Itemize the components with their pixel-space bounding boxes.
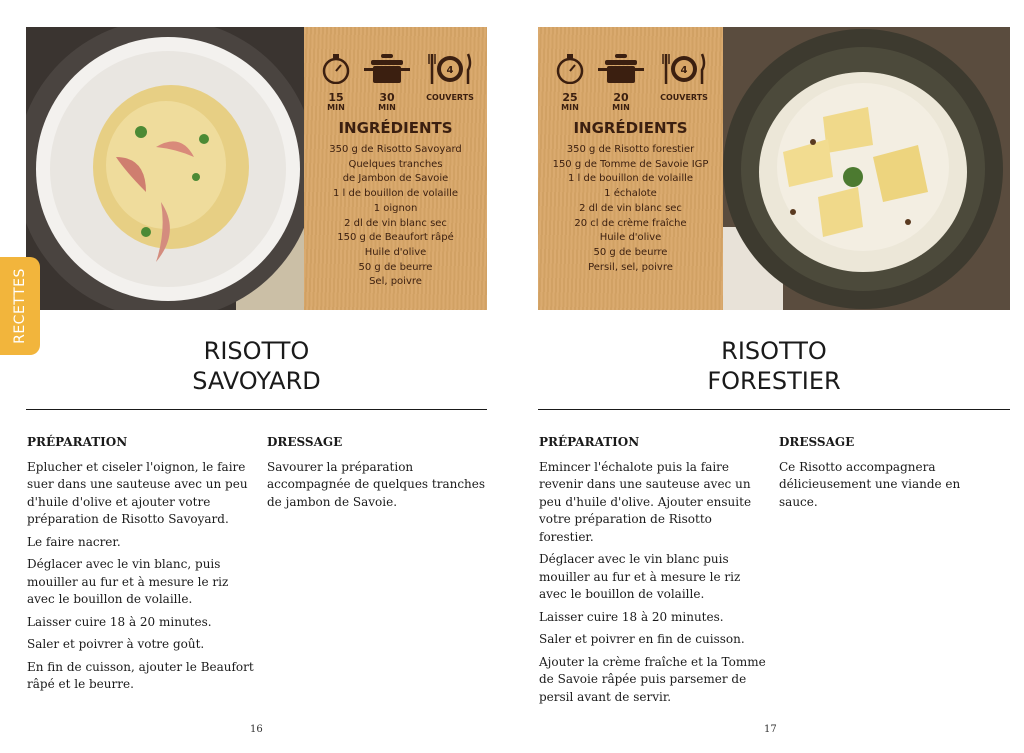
page-number: 16 xyxy=(250,724,263,735)
page-number: 17 xyxy=(764,724,777,735)
recipe-info-panel xyxy=(538,27,723,310)
ingredients-title: INGRÉDIENTS xyxy=(573,119,688,137)
dressage-heading: DRESSAGE xyxy=(267,435,343,449)
ingredient-item: 150 g de Beaufort râpé xyxy=(337,232,454,244)
prep-time-unit: MIN xyxy=(561,103,579,112)
recipe-title xyxy=(26,336,487,396)
cook-time xyxy=(362,47,412,112)
recipe-banner xyxy=(538,27,1010,310)
plate-icon xyxy=(652,47,716,91)
prep-time-value: 25 xyxy=(562,91,578,104)
clock-icon xyxy=(550,47,590,91)
dressage-heading: DRESSAGE xyxy=(779,435,855,449)
preparation-step: Emincer l'échalote puis la faire revenir dans une sauteuse avec un peu d'huile d'olive. Ajouter ensuite votre préparation de Risotto forestier. xyxy=(539,459,752,544)
ingredient-item: Quelques tranches xyxy=(348,158,443,170)
ingredient-item: Sel, poivre xyxy=(369,276,422,288)
preparation-step: Déglacer avec le vin blanc puis mouiller au fur et à mesure le riz avec le bouillon de volaille. xyxy=(539,552,741,601)
prep-time-value: 15 xyxy=(328,91,344,104)
title-divider xyxy=(538,409,1010,410)
recipe-title xyxy=(538,336,1010,396)
ingredient-item: 350 g de Risotto Savoyard xyxy=(329,144,462,155)
ingredient-item: Huile d'olive xyxy=(599,232,662,244)
ingredient-item: 150 g de Tomme de Savoie IGP xyxy=(552,158,709,170)
preparation-step: Laisser cuire 18 à 20 minutes. xyxy=(27,614,212,629)
pot-icon xyxy=(362,47,412,91)
preparation-step: Saler et poivrer en fin de cuisson. xyxy=(539,632,745,646)
cook-time-unit: MIN xyxy=(612,103,630,112)
servings-unit: COUVERTS xyxy=(426,93,474,102)
title-divider xyxy=(26,409,487,410)
ingredient-item: 1 oignon xyxy=(373,202,418,214)
preparation-heading: PRÉPARATION xyxy=(27,435,128,449)
cook-time-value: 30 xyxy=(379,91,395,104)
right-page xyxy=(512,0,1024,753)
recipe-title-line1: RISOTTO xyxy=(721,337,827,365)
plate-icon xyxy=(418,47,482,91)
preparation-section xyxy=(27,434,255,699)
preparation-step: En fin de cuisson, ajouter le Beaufort râpé et le beurre. xyxy=(27,659,254,691)
servings-badge: 4 xyxy=(680,65,688,76)
ingredient-item: Persil, sel, poivre xyxy=(588,261,673,273)
recipe-title-line2: SAVOYARD xyxy=(192,367,321,395)
preparation-section xyxy=(539,434,767,711)
recipe-title-line2: FORESTIER xyxy=(707,367,841,395)
ingredient-item: 50 g de beurre xyxy=(593,246,668,258)
risotto-forestier-photo xyxy=(723,27,1010,310)
ingredient-item: 1 l de bouillon de volaille xyxy=(332,188,459,200)
ingredients-list xyxy=(538,143,723,275)
servings-unit: COUVERTS xyxy=(660,93,708,102)
pot-icon xyxy=(596,47,646,91)
preparation-heading: PRÉPARATION xyxy=(539,435,640,449)
preparation-step: Eplucher et ciseler l'oignon, le faire suer dans une sauteuse avec un peu d'huile d'olive et ajouter votre préparation de Risotto Savoyard. xyxy=(27,459,248,526)
recipe-banner xyxy=(26,27,487,310)
preparation-step: Saler et poivrer à votre goût. xyxy=(27,637,205,651)
ingredients-title: INGRÉDIENTS xyxy=(338,119,453,137)
side-tab-label: RECETTES xyxy=(12,268,28,344)
ingredient-item: 50 g de beurre xyxy=(358,261,433,273)
preparation-step: Le faire nacrer. xyxy=(27,534,121,549)
dressage-text: Ce Risotto accompagnera délicieusement une viande en sauce. xyxy=(779,459,961,509)
ingredient-item: 2 dl de vin blanc sec xyxy=(344,217,447,229)
recipe-stats xyxy=(538,47,723,127)
ingredients-list xyxy=(304,143,487,290)
servings xyxy=(418,47,482,102)
recipe-info-panel xyxy=(304,27,487,310)
ingredient-item: 2 dl de vin blanc sec xyxy=(579,202,682,214)
ingredient-item: Huile d'olive xyxy=(364,246,427,258)
preparation-step: Déglacer avec le vin blanc, puis mouiller au fur et à mesure le riz avec le bouillon de volaille. xyxy=(27,557,229,606)
servings xyxy=(652,47,716,102)
ingredient-item: 1 échalote xyxy=(604,188,657,200)
dressage-section xyxy=(779,434,999,516)
ingredient-item: de Jambon de Savoie xyxy=(342,173,449,185)
ingredient-item: 20 cl de crème fraîche xyxy=(574,217,687,229)
cook-time-unit: MIN xyxy=(378,103,396,112)
servings-badge: 4 xyxy=(446,65,454,76)
ingredient-item: 350 g de Risotto forestier xyxy=(566,144,695,155)
dressage-section xyxy=(267,434,487,516)
clock-icon xyxy=(316,47,356,91)
cook-time xyxy=(596,47,646,112)
recipe-title-line1: RISOTTO xyxy=(203,337,310,365)
dressage-text: Savourer la préparation accompagnée de quelques tranches de jambon de Savoie. xyxy=(267,459,486,509)
risotto-savoyard-photo xyxy=(26,27,304,310)
ingredient-item: 1 l de bouillon de volaille xyxy=(567,173,694,185)
cook-time-value: 20 xyxy=(613,91,629,104)
preparation-step: Ajouter la crème fraîche et la Tomme de Savoie râpée puis parsemer de persil avant de servir. xyxy=(539,654,766,704)
prep-time-unit: MIN xyxy=(327,103,345,112)
prep-time xyxy=(316,47,356,112)
preparation-step: Laisser cuire 18 à 20 minutes. xyxy=(539,609,724,624)
recipe-stats xyxy=(304,47,487,127)
prep-time xyxy=(550,47,590,112)
